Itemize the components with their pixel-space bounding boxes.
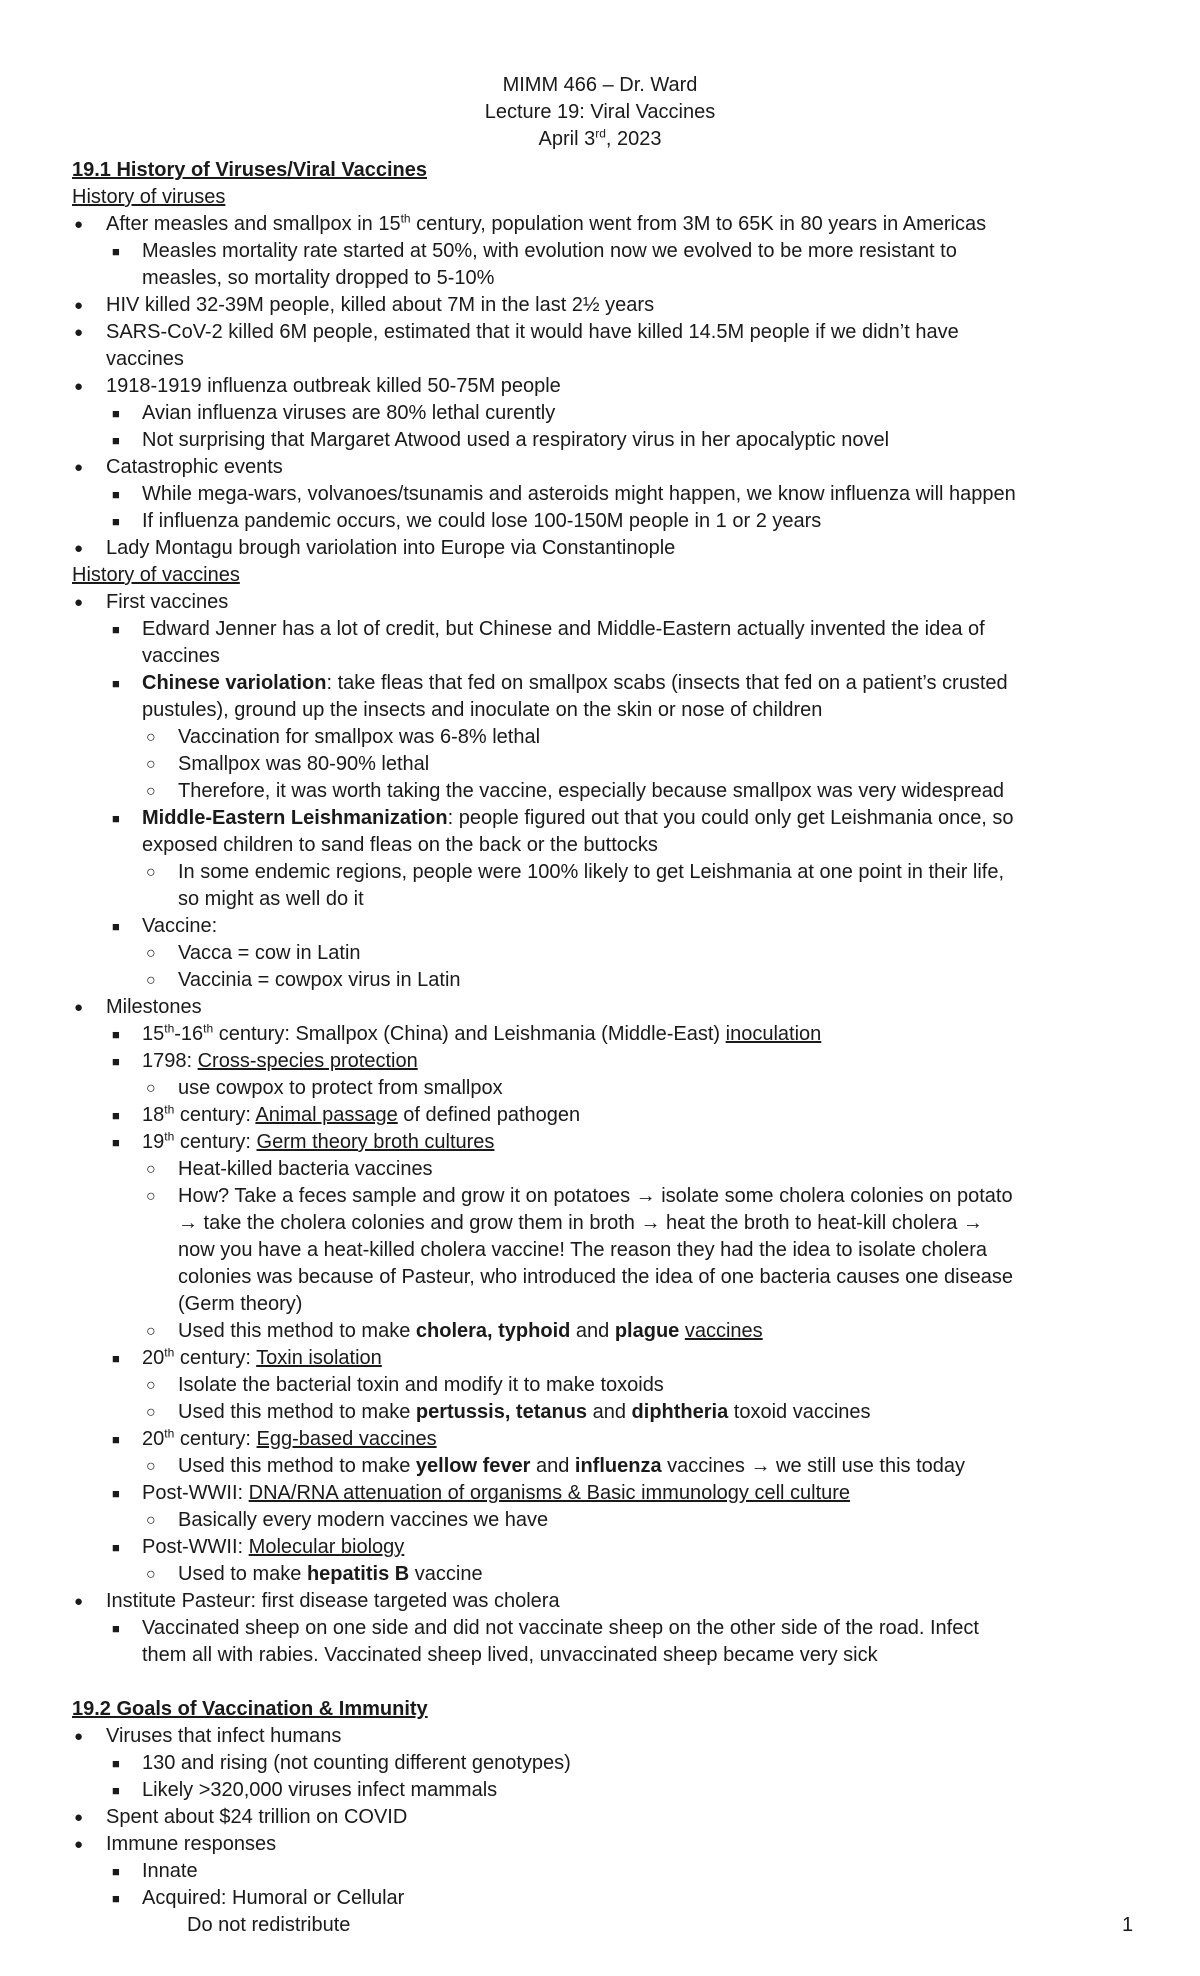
bullet-item: ○ Vaccination for smallpox was 6-8% lethal [72,724,1142,751]
bullet-dot-icon: ● [74,1593,84,1610]
bullet-item: ■ 19th century: Germ theory broth cultures [72,1129,1142,1156]
bullet-item: ○ Used this method to make pertussis, tetanus and diphtheria toxoid vaccines [72,1399,1142,1426]
bullet-item: ○ Used this method to make yellow fever and influenza vaccines → we still use this today [72,1453,1142,1480]
document-header [0,72,1200,153]
bullet-dot-icon: ● [74,1836,84,1853]
bullet-square-icon: ■ [112,1351,120,1366]
bullet-circle-icon: ○ [146,1323,156,1340]
bullet-dot-icon: ● [74,378,84,395]
bullet-item: ○ Used to make hepatitis B vaccine [72,1561,1142,1588]
course-title: MIMM 466 – Dr. Ward [502,74,698,96]
bullet-item: ■ Not surprising that Margaret Atwood used a respiratory virus in her apocalyptic novel [72,427,1142,454]
bullet-square-icon: ■ [112,919,120,934]
bullet-circle-icon: ○ [146,972,156,989]
bullet-item: ■ Chinese variolation: take fleas that fed on smallpox scabs (insects that fed on a patient’s crusted [72,670,1142,697]
bullet-dot-icon: ● [74,999,84,1016]
subheading-history-of-viruses: History of viruses [72,186,226,208]
bullet-circle-icon: ○ [146,1188,156,1205]
bullet-dot-icon: ● [74,540,84,557]
bullet-item: ○ Smallpox was 80-90% lethal [72,751,1142,778]
bullet-item: ■ Post-WWII: DNA/RNA attenuation of organisms & Basic immunology cell culture [72,1480,1142,1507]
bullet-dot-icon: ● [74,594,84,611]
bullet-continuation: measles, so mortality dropped to 5-10% [142,267,495,289]
bullet-dot-icon: ● [74,324,84,341]
bullet-circle-icon: ○ [146,1458,156,1475]
bullet-item: ■ 1798: Cross-species protection [72,1048,1142,1075]
bullet-item: ● Institute Pasteur: first disease targeted was cholera [72,1588,1142,1615]
bullet-item: ■ Vaccine: [72,913,1142,940]
bullet-item: ■ Innate [72,1858,1142,1885]
bullet-circle-icon: ○ [146,864,156,881]
bullet-dot-icon: ● [74,297,84,314]
bullet-continuation: vaccines [106,348,184,370]
bullet-item: ○ Vacca = cow in Latin [72,940,1142,967]
bullet-item: ■ If influenza pandemic occurs, we could lose 100-150M people in 1 or 2 years [72,508,1142,535]
bullet-item: ■ Measles mortality rate started at 50%, with evolution now we evolved to be more resistant to [72,238,1142,265]
bullet-item: ■ Edward Jenner has a lot of credit, but Chinese and Middle-Eastern actually invented the idea of [72,616,1142,643]
bullet-circle-icon: ○ [146,1404,156,1421]
bullet-item: ■ 20th century: Toxin isolation [72,1345,1142,1372]
bullet-item: ● After measles and smallpox in 15th century, population went from 3M to 65K in 80 years in Americas [72,211,1142,238]
bullet-item: ● SARS-CoV-2 killed 6M people, estimated that it would have killed 14.5M people if we didn’t have [72,319,1142,346]
bullet-dot-icon: ● [74,459,84,476]
bullet-item: ○ How? Take a feces sample and grow it on potatoes → isolate some cholera colonies on potato [72,1183,1142,1210]
spacer [72,1669,1142,1696]
bullet-item: ○ Heat-killed bacteria vaccines [72,1156,1142,1183]
section-heading-19-2: 19.2 Goals of Vaccination & Immunity [72,1698,428,1720]
bullet-dot-icon: ● [74,1728,84,1745]
bullet-item: ■ Post-WWII: Molecular biology [72,1534,1142,1561]
bullet-square-icon: ■ [112,1027,120,1042]
bullet-item: ● Spent about $24 trillion on COVID [72,1804,1142,1831]
footer-note: Do not redistribute [187,1914,351,1936]
bullet-item: ○ Isolate the bacterial toxin and modify it to make toxoids [72,1372,1142,1399]
bullet-item: ■ While mega-wars, volvanoes/tsunamis and asteroids might happen, we know influenza will happen [72,481,1142,508]
bullet-item: ● Lady Montagu brough variolation into Europe via Constantinople [72,535,1142,562]
bullet-item: ● First vaccines [72,589,1142,616]
bullet-item: ■ 15th-16th century: Smallpox (China) and Leishmania (Middle-East) inoculation [72,1021,1142,1048]
bullet-continuation: colonies was because of Pasteur, who introduced the idea of one bacteria causes one disease [178,1266,1013,1288]
bullet-square-icon: ■ [112,1108,120,1123]
bullet-item: ● Viruses that infect humans [72,1723,1142,1750]
bullet-item: ■ 20th century: Egg-based vaccines [72,1426,1142,1453]
bullet-square-icon: ■ [112,1486,120,1501]
bullet-circle-icon: ○ [146,1161,156,1178]
bullet-continuation: exposed children to sand fleas on the back or the buttocks [142,834,658,856]
bullet-continuation: so might as well do it [178,888,364,910]
bullet-item: ● Catastrophic events [72,454,1142,481]
bullet-continuation: now you have a heat-killed cholera vaccine! The reason they had the idea to isolate cholera [178,1239,988,1261]
bullet-square-icon: ■ [112,1783,120,1798]
bullet-item: ■ Likely >320,000 viruses infect mammals [72,1777,1142,1804]
bullet-square-icon: ■ [112,1135,120,1150]
bullet-square-icon: ■ [112,811,120,826]
bullet-item: ○ Therefore, it was worth taking the vaccine, especially because smallpox was very widespread [72,778,1142,805]
bullet-square-icon: ■ [112,676,120,691]
lecture-title: Lecture 19: Viral Vaccines [484,101,716,123]
bullet-item: ● Milestones [72,994,1142,1021]
bullet-square-icon: ■ [112,1864,120,1879]
bullet-circle-icon: ○ [146,945,156,962]
bullet-item: ○ In some endemic regions, people were 100% likely to get Leishmania at one point in their life, [72,859,1142,886]
bullet-item: ■ Acquired: Humoral or Cellular [72,1885,1142,1912]
bullet-square-icon: ■ [112,1891,120,1906]
bullet-circle-icon: ○ [146,729,156,746]
bullet-square-icon: ■ [112,1756,120,1771]
bullet-continuation: pustules), ground up the insects and inoculate on the skin or nose of children [142,699,823,721]
bullet-dot-icon: ● [74,1809,84,1826]
section-heading-19-1: 19.1 History of Viruses/Viral Vaccines [72,159,428,181]
bullet-continuation: → take the cholera colonies and grow them in broth → heat the broth to heat-kill cholera → [178,1212,983,1234]
document-body [72,157,1142,1912]
bullet-square-icon: ■ [112,487,120,502]
bullet-square-icon: ■ [112,244,120,259]
bullet-circle-icon: ○ [146,1377,156,1394]
bullet-circle-icon: ○ [146,1080,156,1097]
bullet-item: ○ Vaccinia = cowpox virus in Latin [72,967,1142,994]
bullet-square-icon: ■ [112,1432,120,1447]
bullet-square-icon: ■ [112,433,120,448]
bullet-item: ■ Vaccinated sheep on one side and did not vaccinate sheep on the other side of the road. Infect [72,1615,1142,1642]
bullet-square-icon: ■ [112,1054,120,1069]
bullet-circle-icon: ○ [146,1566,156,1583]
bullet-item: ○ use cowpox to protect from smallpox [72,1075,1142,1102]
bullet-item: ○ Basically every modern vaccines we have [72,1507,1142,1534]
bullet-continuation: (Germ theory) [178,1293,303,1315]
page-number: 1 [1122,1914,1134,1936]
bullet-item: ■ 18th century: Animal passage of defined pathogen [72,1102,1142,1129]
bullet-square-icon: ■ [112,514,120,529]
bullet-item: ● 1918-1919 influenza outbreak killed 50-75M people [72,373,1142,400]
bullet-circle-icon: ○ [146,1512,156,1529]
bullet-continuation: vaccines [142,645,220,667]
bullet-circle-icon: ○ [146,756,156,773]
bullet-dot-icon: ● [74,216,84,233]
bullet-item: ● Immune responses [72,1831,1142,1858]
bullet-item: ■ 130 and rising (not counting different genotypes) [72,1750,1142,1777]
bullet-item: ● HIV killed 32-39M people, killed about 7M in the last 2½ years [72,292,1142,319]
bullet-circle-icon: ○ [146,783,156,800]
bullet-item: ■ Middle-Eastern Leishmanization: people figured out that you could only get Leishmania once, so [72,805,1142,832]
subheading-history-of-vaccines: History of vaccines [72,564,240,586]
bullet-square-icon: ■ [112,622,120,637]
bullet-item: ○ Used this method to make cholera, typhoid and plague vaccines [72,1318,1142,1345]
bullet-continuation: them all with rabies. Vaccinated sheep lived, unvaccinated sheep became very sick [142,1644,878,1666]
bullet-square-icon: ■ [112,1621,120,1636]
lecture-date: April 3rd, 2023 [538,126,662,150]
bullet-square-icon: ■ [112,406,120,421]
bullet-square-icon: ■ [112,1540,120,1555]
bullet-item: ■ Avian influenza viruses are 80% lethal curently [72,400,1142,427]
